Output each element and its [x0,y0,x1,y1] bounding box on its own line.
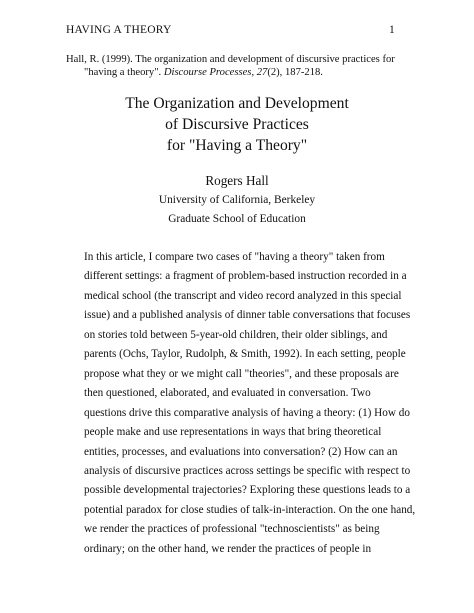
running-head: HAVING A THEORY [66,24,172,36]
author-name: Rogers Hall [205,173,269,188]
body-line: we render the practices of professional "technoscientists" as being [84,523,380,536]
body-line: different settings: a fragment of problem-based instruction recorded in a [84,270,407,283]
citation-line-2 [66,66,406,79]
body-line: people make and use representations in ways that bring theoretical [84,426,382,439]
body-line: then questioned, elaborated, and evaluated in conversation. Two [84,387,371,400]
body-line: parents (Ochs, Taylor, Rudolph, & Smith, 1992). In each setting, people [84,348,406,361]
body-line: In this article, I compare two cases of "having a theory" taken from [84,251,385,263]
abstract-paragraph [84,248,414,559]
author-affiliation-university: University of California, Berkeley [158,194,316,206]
article-title [0,93,474,156]
citation-volume: 27 [256,67,268,78]
title-line-3: for "Having a Theory" [166,137,308,154]
body-line: entities, processes, and evaluations into conversation? (2) How can an [84,445,398,458]
body-line: issue) and a published analysis of dinner table conversations that focuses [84,309,411,322]
citation-issue-pages: (2), 187-218. [267,67,323,78]
body-line: ordinary; on the other hand, we render the practices of people in [84,542,372,555]
body-line: questions drive this comparative analysis of having a theory: (1) How do [84,406,410,419]
body-line: possible developmental trajectories? Exploring these questions leads to a [84,484,411,497]
citation [66,53,406,79]
body-line: on stories told between 5-year-old children, their older siblings, and [84,328,388,341]
body-line: potential paradox for close studies of talk-in-interaction. On the one hand, [84,503,416,516]
body-line: propose what they or we might call "theories", and these proposals are [84,367,399,380]
citation-title-end: "having a theory". [84,67,164,78]
title-line-1: The Organization and Development [125,95,349,112]
author-affiliation-school: Graduate School of Education [168,213,306,225]
title-line-2: of Discursive Practices [165,116,309,133]
citation-line-1: Hall, R. (1999). The organization and development of discursive practices for [66,54,395,65]
body-line: analysis of discursive practices across settings be specific with respect to [84,464,411,477]
citation-journal: Discourse Processes [163,67,252,78]
page-number: 1 [389,24,395,36]
citation-separator: , [251,67,257,78]
body-line: medical school (the transcript and video record analyzed in this special [84,289,402,302]
